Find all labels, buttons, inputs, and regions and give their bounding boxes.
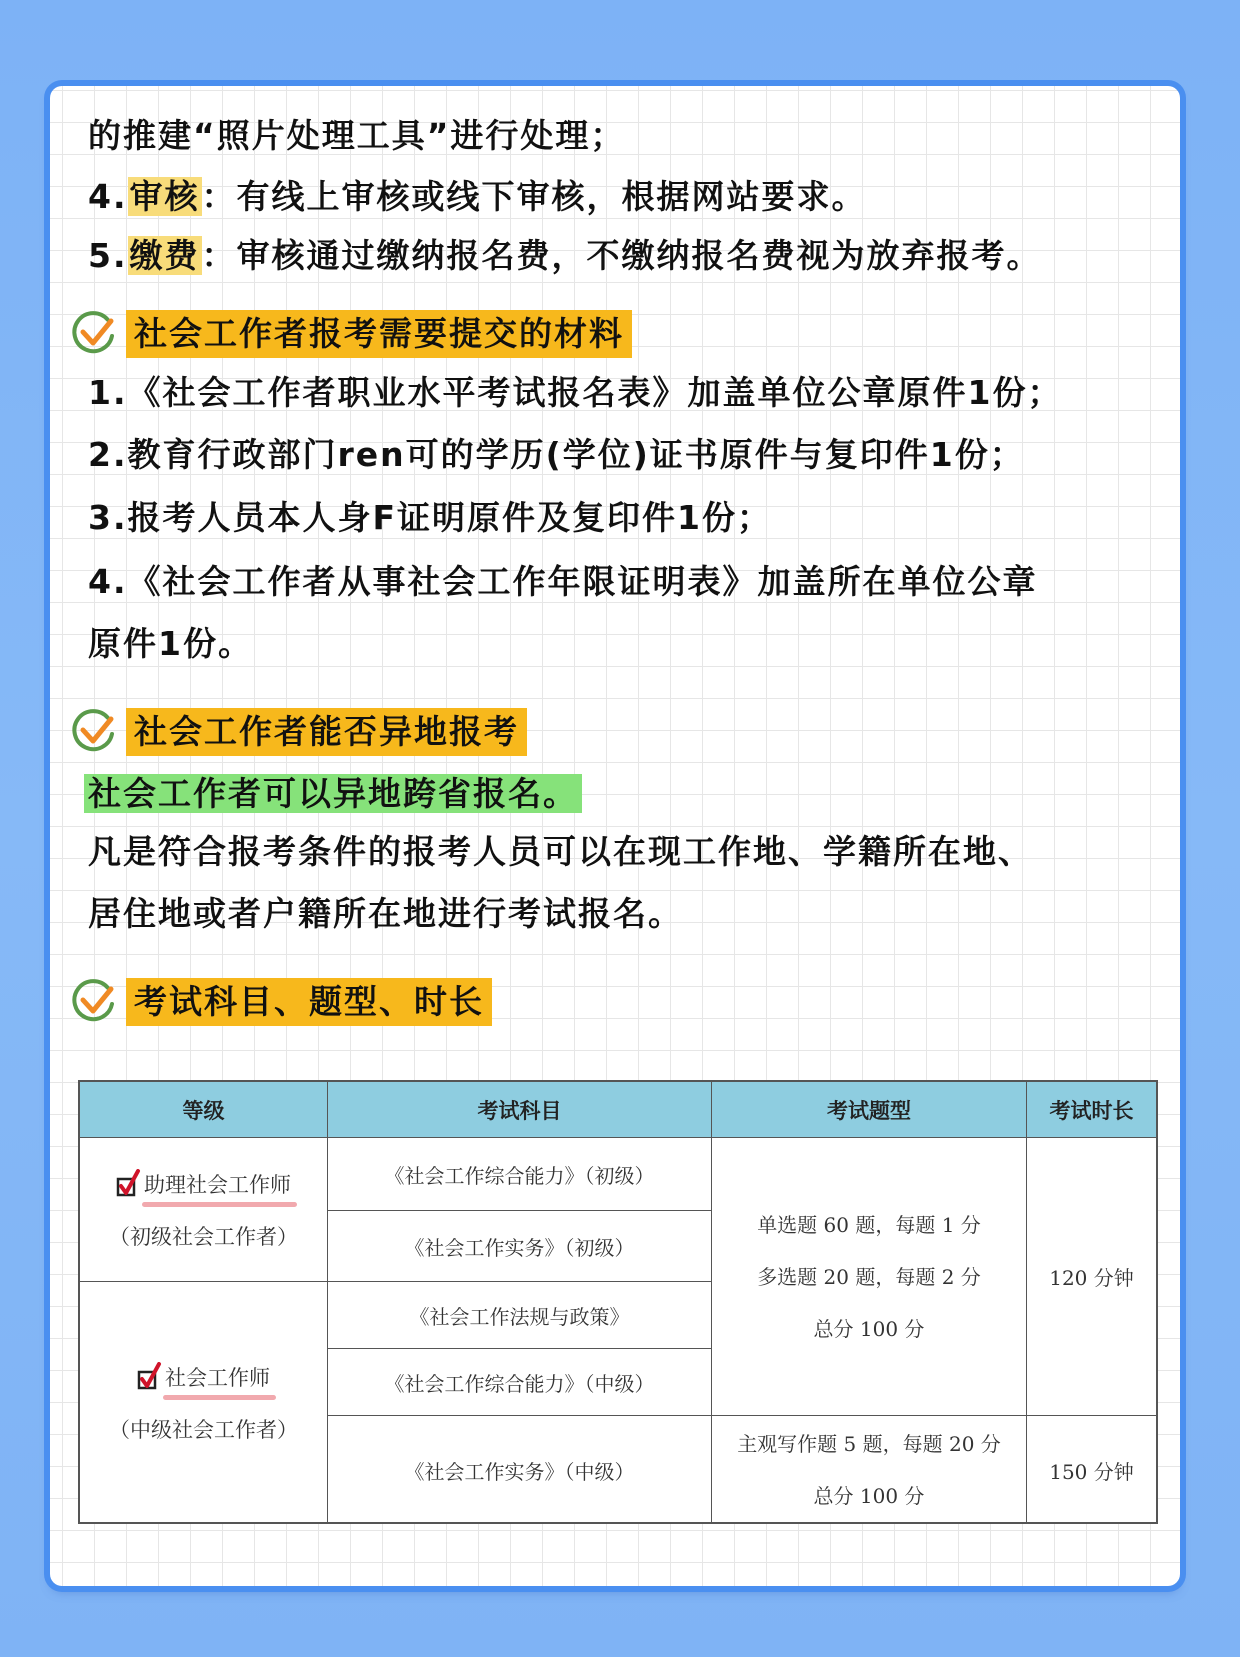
step-text: ：审核通过缴纳报名费，不缴纳报名费视为放弃报考。 — [201, 236, 1042, 275]
section-title: 社会工作者报考需要提交的材料 — [126, 310, 632, 358]
exam-table — [78, 1080, 1158, 1524]
level-name — [137, 1362, 270, 1392]
subject-cell: 《社会工作综合能力》（中级） — [328, 1349, 712, 1416]
question-type-cell-objective — [712, 1138, 1027, 1416]
check-circle-icon — [70, 708, 118, 756]
step-text: ：有线上审核或线下审核，根据网站要求。 — [201, 177, 867, 216]
question-type-cell-subjective — [712, 1416, 1027, 1524]
keyword-highlight: 缴费 — [129, 236, 200, 275]
subject-cell: 《社会工作法规与政策》 — [328, 1282, 712, 1349]
level-name-text: 助理社会工作师 — [144, 1172, 291, 1197]
question-type-line: 总分 100 分 — [813, 1316, 925, 1341]
header-question-type: 考试题型 — [712, 1082, 1027, 1138]
duration-cell: 150 分钟 — [1049, 1459, 1134, 1484]
checked-box-icon — [116, 1169, 142, 1199]
underline-mark — [163, 1395, 276, 1400]
header-subject: 考试科目 — [328, 1082, 712, 1138]
checked-box-icon — [137, 1362, 163, 1392]
question-type-line: 总分 100 分 — [813, 1484, 925, 1508]
subject-cell: 《社会工作实务》（中级） — [328, 1416, 712, 1524]
level-name-text: 社会工作师 — [165, 1366, 270, 1390]
materials-item: 2.教育行政部门ren可的学历(学位)证书原件与复印件1份； — [88, 435, 1025, 474]
section-header-materials — [70, 308, 632, 360]
level-cell-assistant — [80, 1138, 328, 1282]
section-title: 社会工作者能否异地报考 — [126, 708, 527, 756]
section-title: 考试科目、题型、时长 — [126, 978, 492, 1026]
underline-mark — [142, 1202, 297, 1207]
question-type-line: 多选题 20 题，每题 2 分 — [757, 1264, 981, 1289]
section-header-exam-subjects — [70, 976, 492, 1028]
step-payment — [88, 234, 1042, 278]
level-sub: （中级社会工作者） — [109, 1418, 298, 1442]
question-type-line: 单选题 60 题，每题 1 分 — [757, 1212, 981, 1237]
step-review — [88, 175, 867, 219]
header-duration: 考试时长 — [1027, 1082, 1156, 1138]
subject-cell: 《社会工作综合能力》（初级） — [328, 1138, 712, 1211]
step-number: 5. — [88, 236, 128, 275]
header-level: 等级 — [80, 1082, 328, 1138]
duration-cell: 120 分钟 — [1027, 1138, 1156, 1416]
level-sub: （初级社会工作者） — [109, 1224, 298, 1249]
content-card — [50, 86, 1180, 1586]
check-circle-icon — [70, 978, 118, 1026]
level-name — [116, 1169, 291, 1199]
materials-item: 1.《社会工作者职业水平考试报名表》加盖单位公章原件1份； — [88, 373, 1063, 412]
green-highlight: 社会工作者可以异地跨省报名。 — [84, 774, 582, 813]
question-type-line: 主观写作题 5 题，每题 20 分 — [737, 1432, 1001, 1456]
subject-cell: 《社会工作实务》（初级） — [328, 1211, 712, 1282]
keyword-highlight: 审核 — [129, 177, 200, 216]
materials-item: 4.《社会工作者从事社会工作年限证明表》加盖所在单位公章 — [88, 562, 1038, 601]
check-circle-icon — [70, 310, 118, 358]
materials-item: 原件1份。 — [88, 624, 253, 663]
line-text: 的推建“照片处理工具”进行处理； — [88, 116, 626, 155]
text-line-continuation — [88, 114, 625, 158]
remote-detail: 凡是符合报考条件的报考人员可以在现工作地、学籍所在地、 — [88, 832, 1033, 871]
level-cell-intermediate — [80, 1282, 328, 1524]
remote-detail: 居住地或者户籍所在地进行考试报名。 — [88, 894, 683, 933]
remote-answer-highlight — [84, 772, 582, 816]
step-number: 4. — [88, 177, 128, 216]
materials-item: 3.报考人员本人身F证明原件及复印件1份； — [88, 498, 773, 537]
section-header-remote-registration — [70, 706, 527, 758]
